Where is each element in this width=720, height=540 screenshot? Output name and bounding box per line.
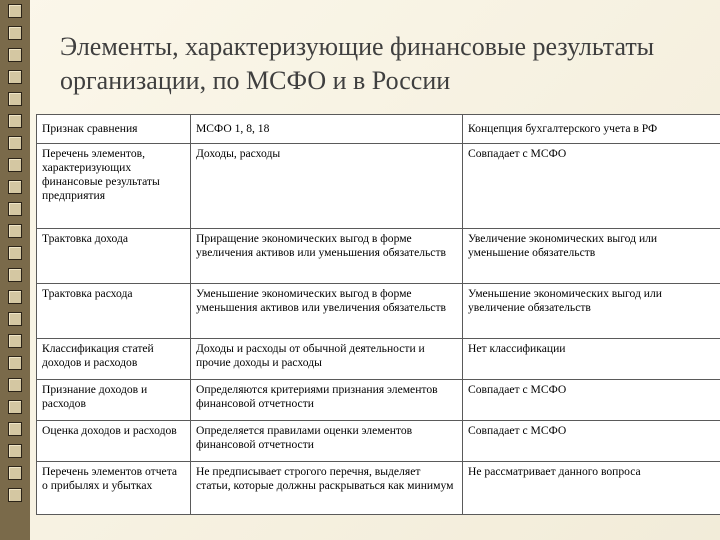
film-hole <box>8 48 22 62</box>
cell-ifrs: Доходы, расходы <box>191 144 463 229</box>
cell-criterion: Трактовка дохода <box>37 229 191 284</box>
film-hole <box>8 378 22 392</box>
cell-russia: Совпадает с МСФО <box>463 380 720 421</box>
cell-criterion: Оценка доходов и расходов <box>37 421 191 462</box>
cell-ifrs: Уменьшение экономических выгод в форме уменьшения активов или увеличения обязательств <box>191 284 463 339</box>
film-hole <box>8 114 22 128</box>
table-row <box>37 284 720 339</box>
film-hole <box>8 422 22 436</box>
film-hole <box>8 312 22 326</box>
film-hole <box>8 158 22 172</box>
header-ifrs: МСФО 1, 8, 18 <box>191 115 463 144</box>
header-russia: Концепция бухгалтерского учета в РФ <box>463 115 720 144</box>
cell-ifrs: Доходы и расходы от обычной деятельности и прочие доходы и расходы <box>191 339 463 380</box>
film-strip-decoration <box>0 0 30 540</box>
slide-title: Элементы, характеризующие финансовые результаты организации, по МСФО и в России <box>60 32 655 95</box>
cell-ifrs: Приращение экономических выгод в форме увеличения активов или уменьшения обязательств <box>191 229 463 284</box>
cell-criterion: Перечень элементов отчета о прибылях и убытках <box>37 462 191 515</box>
table-row <box>37 339 720 380</box>
film-hole <box>8 488 22 502</box>
comparison-table <box>36 114 720 515</box>
cell-ifrs: Определяются критериями признания элементов финансовой отчетности <box>191 380 463 421</box>
film-hole <box>8 70 22 84</box>
cell-ifrs: Определяется правилами оценки элементов финансовой отчетности <box>191 421 463 462</box>
cell-russia: Нет классификации <box>463 339 720 380</box>
film-hole <box>8 400 22 414</box>
film-hole <box>8 466 22 480</box>
cell-russia: Уменьшение экономических выгод или увеличение обязательств <box>463 284 720 339</box>
table-row <box>37 380 720 421</box>
film-hole <box>8 444 22 458</box>
film-hole <box>8 92 22 106</box>
cell-russia: Совпадает с МСФО <box>463 421 720 462</box>
film-hole <box>8 290 22 304</box>
table-header-row <box>37 115 720 144</box>
film-hole <box>8 224 22 238</box>
table-row <box>37 229 720 284</box>
cell-criterion: Признание доходов и расходов <box>37 380 191 421</box>
film-hole <box>8 180 22 194</box>
table-row <box>37 421 720 462</box>
cell-criterion: Классификация статей доходов и расходов <box>37 339 191 380</box>
film-hole <box>8 356 22 370</box>
cell-russia: Увеличение экономических выгод или уменьшение обязательств <box>463 229 720 284</box>
film-hole <box>8 202 22 216</box>
cell-criterion: Трактовка расхода <box>37 284 191 339</box>
table-row <box>37 144 720 229</box>
film-hole <box>8 136 22 150</box>
cell-ifrs: Не предписывает строгого перечня, выделяет статьи, которые должны раскрываться как минимум <box>191 462 463 515</box>
film-hole <box>8 4 22 18</box>
film-hole <box>8 268 22 282</box>
film-hole <box>8 246 22 260</box>
film-hole <box>8 334 22 348</box>
cell-criterion: Перечень элементов, характеризующих финансовые результаты предприятия <box>37 144 191 229</box>
header-criterion: Признак сравнения <box>37 115 191 144</box>
cell-russia: Совпадает с МСФО <box>463 144 720 229</box>
cell-russia: Не рассматривает данного вопроса <box>463 462 720 515</box>
film-hole <box>8 26 22 40</box>
table-row <box>37 462 720 515</box>
